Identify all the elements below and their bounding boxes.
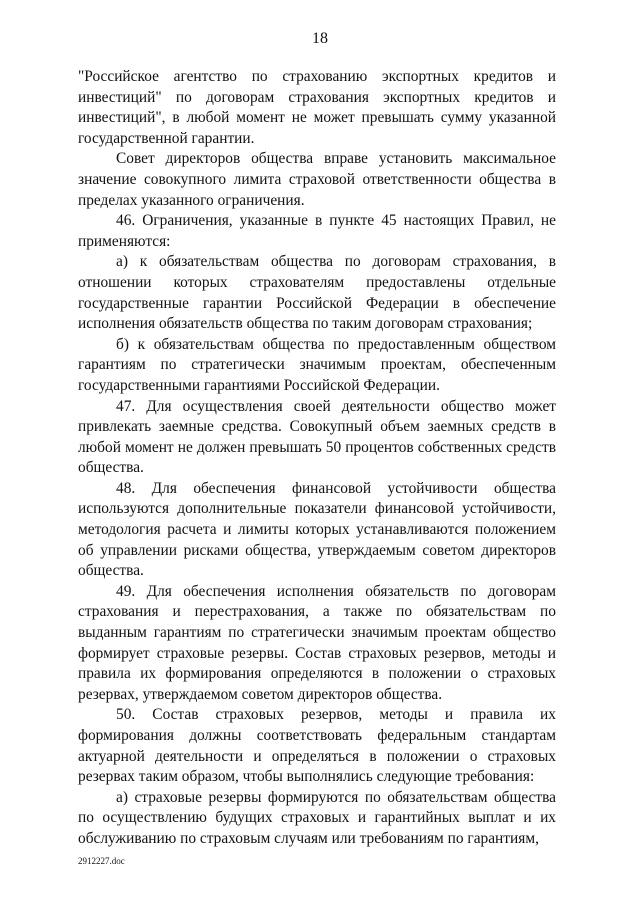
paragraph-continuation: "Российское агентство по страхованию экспортных кредитов и инвестиций" по договорам страхования экспортных кредитов и инвестиций", в любой момент не может превышать сумму указанной государственной гарантии. (78, 68, 556, 147)
document-body (78, 67, 556, 850)
paragraph-50-a: а) страховые резервы формируются по обязательствам общества по осуществлению будущих страховых и гарантийных выплат и их обслуживанию по страховым случаям или требованиям по гарантиям, (78, 788, 556, 847)
paragraph-46: 46. Ограничения, указанные в пункте 45 настоящих Правил, не применяются: (78, 212, 556, 250)
paragraph-49: 49. Для обеспечения исполнения обязательств по договорам страхования и перестрахования, а также по обязательствам по выданным гарантиям по стратегически значимым проектам общество формирует страховые резервы. Состав страховых резервов, методы и правила их формирования определяются в положении о страховых резервах, утверждаемом советом директоров общества. (78, 582, 556, 703)
paragraph-board-limit: Совет директоров общества вправе установить максимальное значение совокупного лимита страховой ответственности общества в пределах указанного ограничения. (78, 150, 556, 209)
paragraph-48: 48. Для обеспечения финансовой устойчивости общества используются дополнительные показатели финансовой устойчивости, методология расчета и лимиты которых устанавливаются положением об управлении рисками общества, утверждаемым советом директоров общества. (78, 479, 556, 580)
paragraph-50: 50. Состав страховых резервов, методы и правила их формирования должны соответствовать федеральным стандартам актуарной деятельности и определяться в положении о страховых резервах таким образом, чтобы выполнялись следующие требования: (78, 706, 556, 786)
paragraph-47: 47. Для осуществления своей деятельности общество может привлекать заемные средства. Совокупный объем заемных средств в любой момент не должен превышать 50 процентов собственных средств общества. (78, 397, 556, 477)
footer-filename: 2912227.doc (78, 856, 125, 866)
page-number: 18 (312, 30, 328, 47)
paragraph-46-b: б) к обязательствам общества по предоставленным обществом гарантиям по стратегически значимым проектам, обеспеченным государственными гарантиями Российской Федерации. (78, 335, 556, 394)
paragraph-46-a: а) к обязательствам общества по договорам страхования, в отношении которых страхователям предоставлены отдельные государственные гарантии Российской Федерации в обеспечение исполнения обязательств общества по таким договорам страхования; (78, 253, 556, 333)
